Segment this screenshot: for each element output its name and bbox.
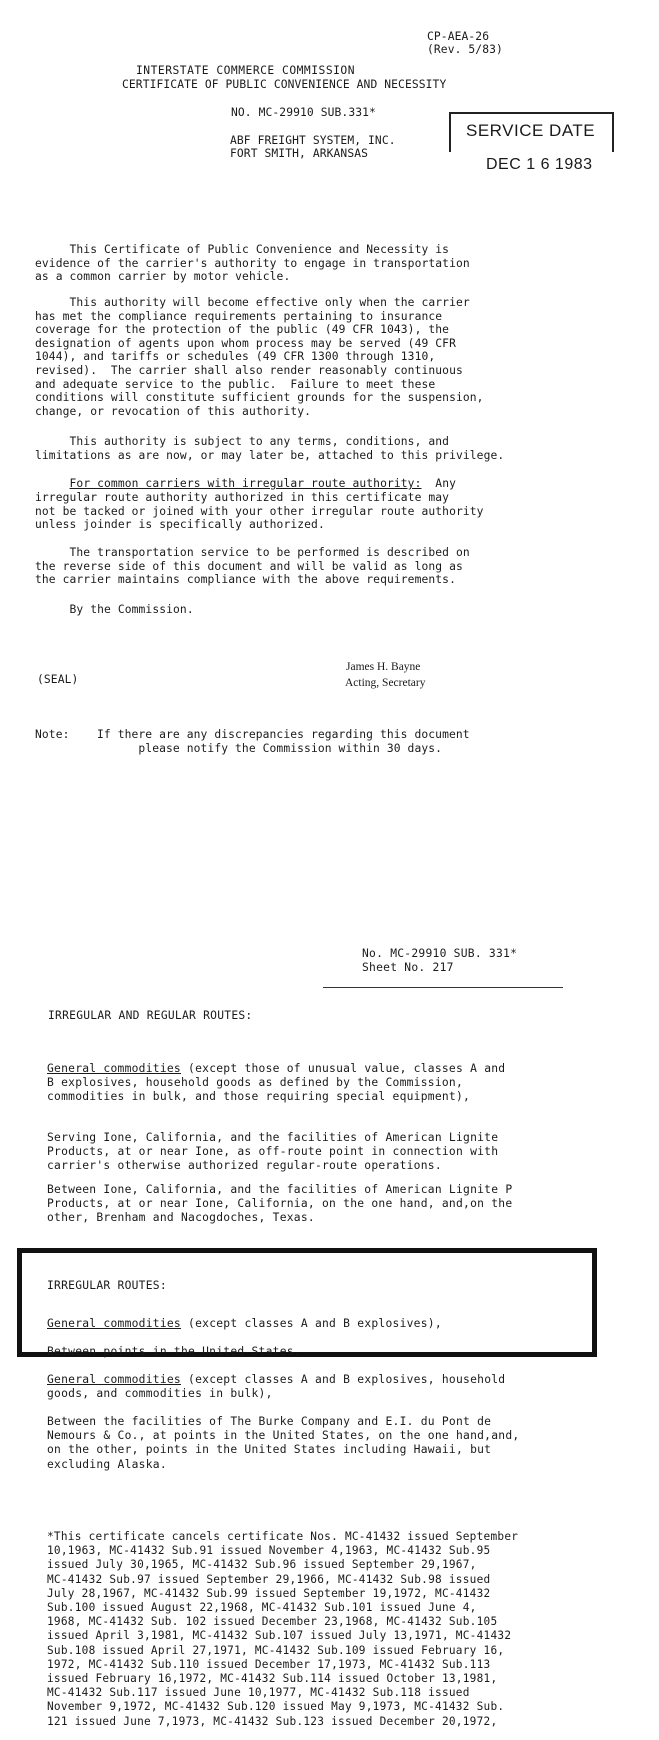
general-commodities-detail-3: goods, and commodities in bulk), (47, 1387, 273, 1400)
between-paragraph-1: Between Ione, California, and the facilities of American Lignite P Products, at or near Ione, California, on the one hand, and,on the other, Brenham and Nacogdoches, Texas. (47, 1183, 513, 1225)
service-date-label: SERVICE DATE (466, 121, 596, 140)
agency-name: INTERSTATE COMMERCE COMMISSION (136, 64, 356, 77)
sheet-number: Sheet No. 217 (362, 961, 454, 974)
irregular-route-heading: For common carriers with irregular route authority: (69, 477, 422, 490)
carrier-name: ABF FREIGHT SYSTEM, INC. (230, 134, 396, 147)
form-revision: (Rev. 5/83) (427, 43, 503, 56)
paragraph-2: This authority will become effective only when the carrier has met the compliance requirements pertaining to insurance coverage for the protection of the public (49 CFR 1043), the designation of agents upon whom process may be served (49 CFR 1044), and tariffs or schedules (49 CFR 1300 through 1310, revised). The carrier shall also render reasonably continuous and adequate service to the public. Failure to meet these conditions will constitute sufficient grounds for the suspension, change, or revocation of this authority. (35, 296, 484, 418)
paragraph-5: The transportation service to be performed is described on the reverse side of this document and will be valid as long as the carrier maintains compliance with the above requirements. (35, 546, 470, 587)
general-commodities-line-3: General commodities (except classes A and B explosives, household (47, 1373, 506, 1386)
between-paragraph-2: Between the facilities of The Burke Company and E.I. du Pont de Nemours & Co., at points in the United States, on the one hand,and, on the other, points in the United States including Hawaii, but excluding Alaska. (47, 1415, 520, 1471)
closing-line: By the Commission. (35, 603, 194, 616)
carrier-city: FORT SMITH, ARKANSAS (230, 147, 369, 160)
seal-mark: (SEAL) (37, 673, 79, 686)
form-id: CP-AEA-26 (427, 30, 490, 43)
between-points-line: Between points in the United States. (47, 1345, 301, 1358)
signer-title: Acting, Secretary (345, 677, 426, 689)
paragraph-4-first-line: For common carriers with irregular route authority: Any (69, 477, 456, 490)
general-commodities-line-2: General commodities (except classes A and B explosives), (47, 1317, 442, 1330)
paragraph-4-body: irregular route authority authorized in this certificate may not be tacked or joined with your other irregular route authority unless joinder is specifically authorized. (35, 491, 484, 532)
note-label: Note: (35, 728, 70, 741)
header-rule (323, 987, 563, 988)
certificate-number: NO. MC-29910 SUB.331* (231, 106, 376, 119)
paragraph-1: This Certificate of Public Convenience and Necessity is evidence of the carrier's authority to engage in transportation as a common carrier by motor vehicle. (35, 243, 470, 284)
irregular-routes-heading: IRREGULAR ROUTES: (47, 1279, 167, 1292)
note-text: If there are any discrepancies regarding this document please notify the Commission within 30 days. (97, 728, 470, 755)
certificate-title: CERTIFICATE OF PUBLIC CONVENIENCE AND NECESSITY (122, 78, 447, 91)
irregular-regular-routes-heading: IRREGULAR AND REGULAR ROUTES: (48, 1009, 253, 1022)
general-commodities-line-1: General commodities (except those of unusual value, classes A and (47, 1062, 506, 1075)
cancellation-footnote: *This certificate cancels certificate Nos. MC-41432 issued September 10,1963, MC-41432 Sub.91 issued November 4,1963, MC-41432 Sub.95 issued July 30,1965, MC-41432 Sub.96 issued September 29,1967, MC-41432 Sub.97 issued September 29,1966, MC-41432 Sub.98 issued July 28,1967, MC-41432 Sub.99 issued September 19,1972, MC-41432 Sub.100 issued August 22,1968, MC-41432 Sub.101 issued June 4, 1968, MC-41432 Sub. 102 issued December 23,1968, MC-41432 Sub.105 issued April 3,1981, MC-41432 Sub.107 issued July 13,1971, MC-41432 Sub.108 issued April 27,1971, MC-41432 Sub.109 issued February 16, 1972, MC-41432 Sub.110 issued December 17,1973, MC-41432 Sub.113 issued February 16,1972, MC-41432 Sub.114 issued October 13,1981, MC-41432 Sub.117 issued June 10,1977, MC-41432 Sub.118 issued November 9,1972, MC-41432 Sub.120 issued May 9,1973, MC-41432 Sub. 121 issued June 7,1973, MC-41432 Sub.123 issued December 20,1972, (47, 1530, 519, 1728)
reference-number: No. MC-29910 SUB. 331* (362, 947, 518, 960)
general-commodities-detail-1: B explosives, household goods as defined by the Commission, commodities in bulk, and those requiring special equipment), (47, 1076, 471, 1104)
service-date-stamp (449, 112, 614, 152)
service-date: DEC 1 6 1983 (486, 156, 593, 173)
signer-name: James H. Bayne (346, 661, 421, 673)
paragraph-3: This authority is subject to any terms, conditions, and limitations as are now, or may later be, attached to this privilege. (35, 435, 505, 462)
serving-paragraph: Serving Ione, California, and the facilities of American Lignite Products, at or near Ione, as off-route point in connection with carrier's otherwise authorized regular-route operations. (47, 1131, 499, 1173)
irregular-routes-box (17, 1248, 597, 1357)
